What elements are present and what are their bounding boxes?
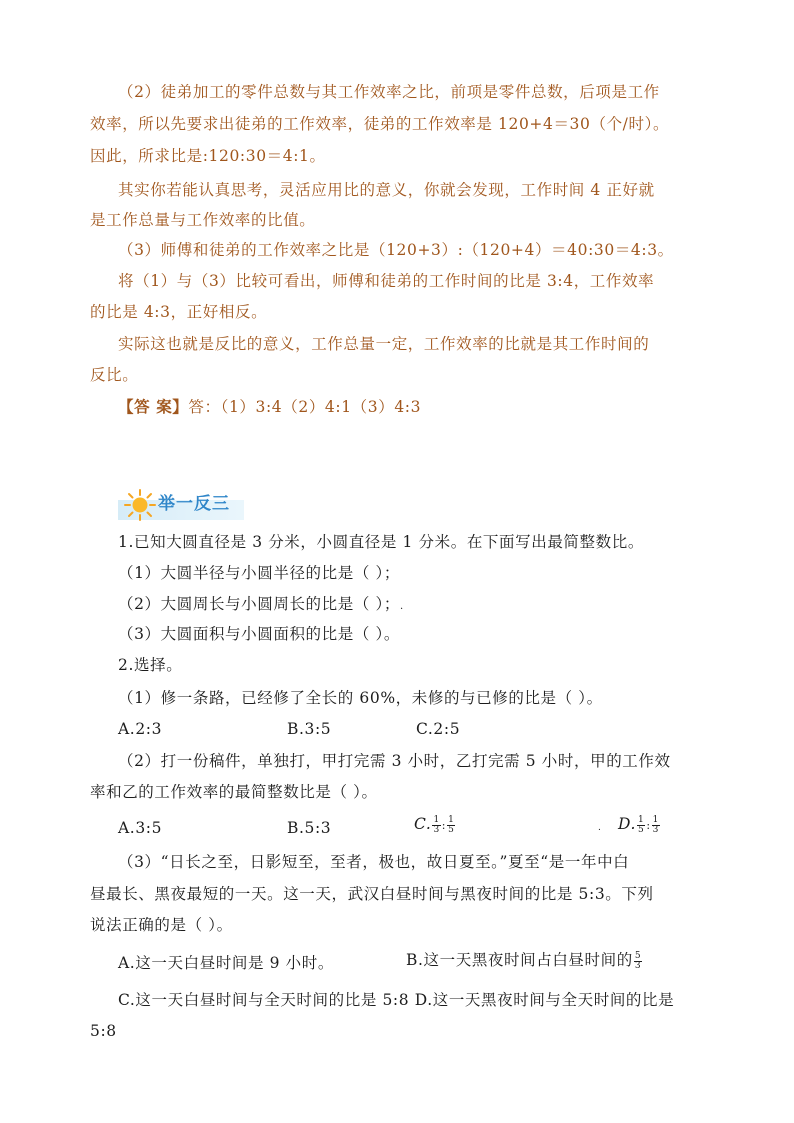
solution-p3-line2: 是工作总量与工作效率的比值。 bbox=[90, 211, 316, 229]
fraction: $\frac{1}{3}$ bbox=[652, 814, 659, 835]
stray-dot: . bbox=[598, 823, 602, 833]
solution-p2-line3: 因此，所求比是:120:30＝4:1。 bbox=[90, 147, 326, 165]
option-c-label: C. bbox=[414, 815, 432, 833]
q2-2-option-c: C. $\frac{1}{3}$ : $\frac{1}{5}$ bbox=[414, 814, 455, 835]
q1-b-mark: . bbox=[399, 601, 404, 612]
q1-stem: 1.已知大圆直径是 3 分米，小圆直径是 1 分米。在下面写出最简整数比。 bbox=[118, 533, 644, 551]
q2-2-option-d: D. $\frac{1}{5}$ : $\frac{1}{3}$ bbox=[618, 814, 659, 835]
q2-1-option-c: C.2:5 bbox=[416, 720, 461, 738]
section-banner bbox=[118, 486, 244, 522]
option-b-text: B.这一天黑夜时间占白昼时间的 bbox=[406, 951, 633, 969]
answer-label: 【答 案】 bbox=[118, 397, 189, 416]
solution-p2-line1: （2）徒弟加工的零件总数与其工作效率之比，前项是零件总数，后项是工作 bbox=[118, 83, 660, 101]
q1-c: （3）大圆面积与小圆面积的比是（ ）。 bbox=[118, 625, 400, 643]
fraction: $\frac{1}{5}$ bbox=[638, 814, 645, 835]
q1-b-line bbox=[118, 594, 404, 617]
q2-2-option-a: A.3:5 bbox=[118, 819, 163, 837]
answer-text: 答：（1）3:4（2）4:1（3）4:3 bbox=[188, 398, 422, 416]
solution-p5-line2: 的比是 4:3，正好相反。 bbox=[90, 303, 268, 321]
solution-p4-line1: （3）师傅和徒弟的工作效率之比是（120+3）:（120+4）＝40:30＝4:3。 bbox=[118, 241, 674, 259]
q2-1-stem: （1）修一条路，已经修了全长的 60%，未修的与已修的比是（ ）。 bbox=[118, 689, 603, 707]
q2-2-line2: 率和乙的工作效率的最简整数比是（ ）。 bbox=[90, 783, 378, 801]
solution-p6-line1: 实际这也就是反比的意义，工作总量一定，工作效率的比就是其工作时间的 bbox=[118, 335, 650, 353]
fraction: $\frac{5}{3}$ bbox=[634, 950, 642, 971]
q1-b: （2）大圆周长与小圆周长的比是（ ）； bbox=[118, 595, 400, 613]
q2-3-option-a: A.这一天白昼时间是 9 小时。 bbox=[118, 954, 334, 972]
q2-3-line2: 昼最长、黑夜最短的一天。这一天，武汉白昼时间与黑夜时间的比是 5:3。下列 bbox=[90, 885, 654, 903]
solution-p6-line2: 反比。 bbox=[90, 366, 139, 384]
q2-2-line1: （2）打一份稿件，单独打，甲打完需 3 小时，乙打完需 5 小时，甲的工作效 bbox=[118, 752, 671, 770]
q2-1-option-a: A.2:3 bbox=[118, 720, 163, 738]
sun-icon bbox=[122, 487, 158, 523]
q2-3-line3: 说法正确的是（ ）。 bbox=[90, 916, 233, 934]
q2-3-line1: （3）“日长之至，日影短至，至者，极也，故日夏至。”夏至“是一年中白 bbox=[118, 853, 630, 871]
solution-p2-line2: 效率，所以先要求出徒弟的工作效率，徒弟的工作效率是 120+4＝30（个/时）。 bbox=[90, 115, 670, 133]
q2-3-tail: 5:8 bbox=[90, 1022, 117, 1040]
option-d-label: D. bbox=[618, 815, 637, 833]
banner-title: 举一反三 bbox=[158, 494, 230, 514]
q2-3-option-b bbox=[406, 950, 643, 971]
q2-3-options-cd: C.这一天白昼时间与全天时间的比是 5:8 D.这一天黑夜时间与全天时间的比是 bbox=[118, 991, 675, 1009]
answer-line bbox=[118, 397, 421, 417]
solution-p3-line1: 其实你若能认真思考，灵活应用比的意义，你就会发现，工作时间 4 正好就 bbox=[118, 181, 655, 199]
q2-1-option-b: B.3:5 bbox=[287, 720, 332, 738]
fraction: $\frac{1}{3}$ bbox=[433, 814, 440, 835]
fraction: $\frac{1}{5}$ bbox=[448, 814, 455, 835]
q1-a: （1）大圆半径与小圆半径的比是（ ）； bbox=[118, 564, 400, 582]
q2-2-option-b: B.5:3 bbox=[287, 819, 332, 837]
q2-stem: 2.选择。 bbox=[118, 656, 183, 674]
solution-p5-line1: 将（1）与（3）比较可看出，师傅和徒弟的工作时间的比是 3:4，工作效率 bbox=[118, 272, 655, 290]
